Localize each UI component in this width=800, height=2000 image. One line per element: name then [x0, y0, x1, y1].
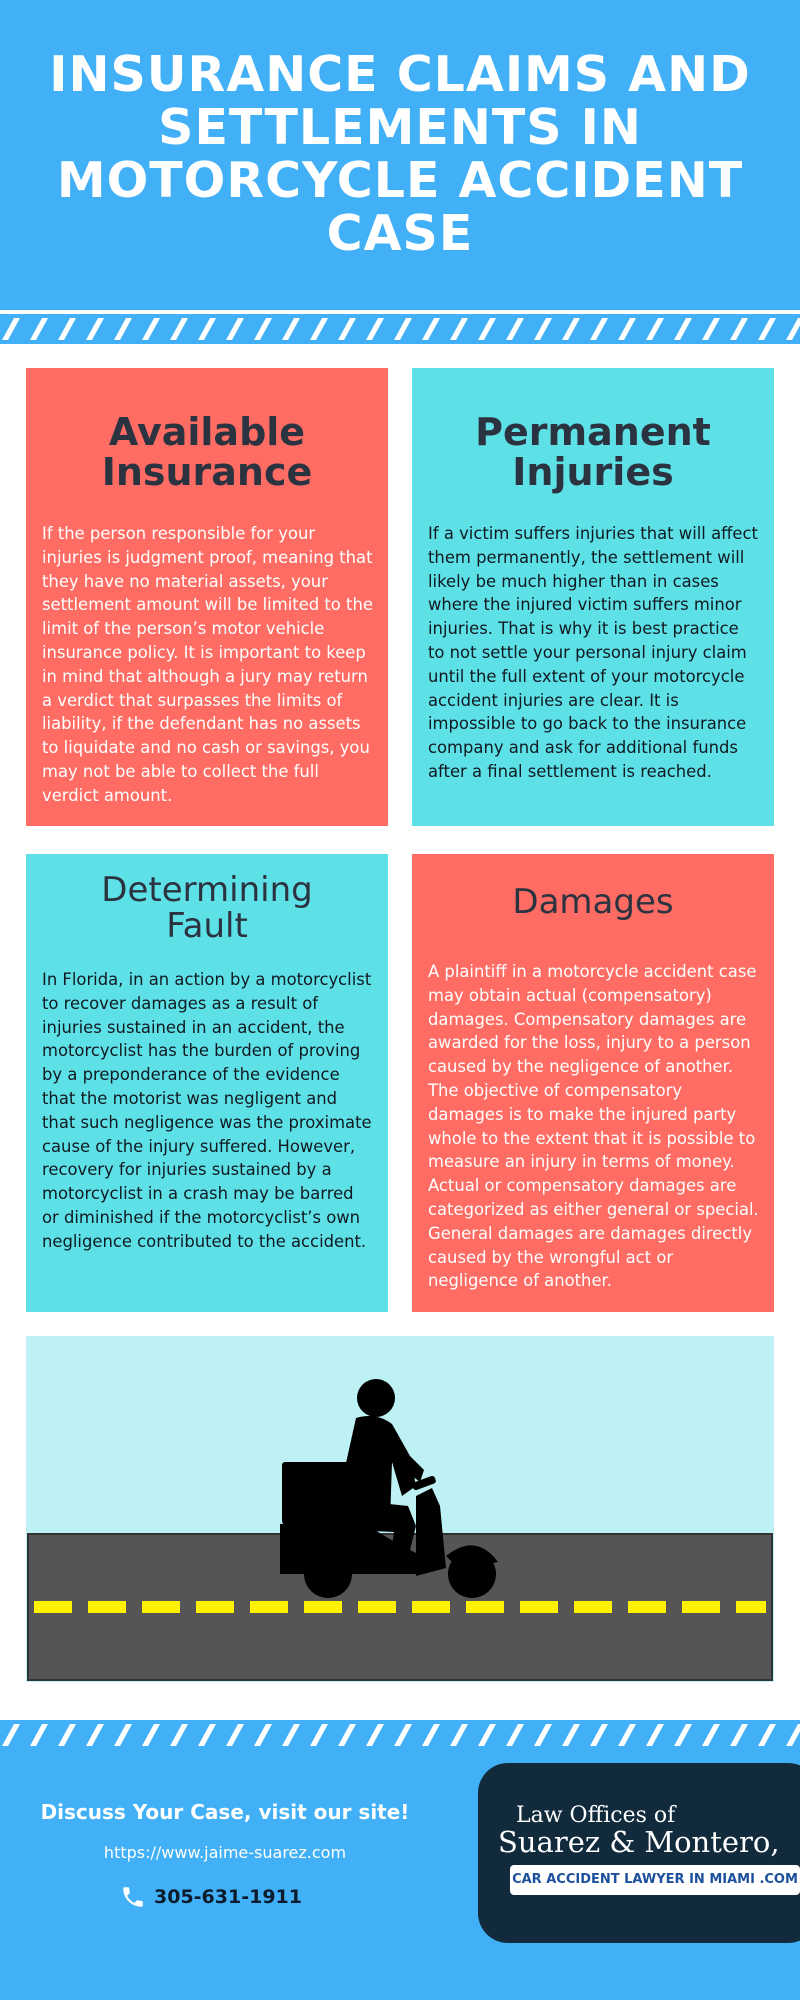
- page-title: INSURANCE CLAIMS AND SETTLEMENTS IN MOTORCYCLE ACCIDENT CASE: [49, 46, 751, 262]
- phone-number[interactable]: 305-631-1911: [154, 1886, 302, 1908]
- card-determining-fault: [26, 854, 388, 1312]
- card-body: In Florida, in an action by a motorcyclist to recover damages as a result of injuries sustained in an accident, the motorcyclist has the burden of proving by a preponderance of the evidence that the motorist was negligent and that such negligence was the proximate cause of the injury suffered. However, recovery for injuries sustained by a motorcyclist in a crash may be barred or diminished if the motorcyclist’s own negligence contributed to the accident.: [42, 970, 372, 1251]
- phone-row[interactable]: [120, 1880, 302, 1914]
- top-stripe-divider: [0, 314, 800, 344]
- website-link[interactable]: https://www.jaime-suarez.com: [103, 1843, 347, 1862]
- card-body: A plaintiff in a motorcycle accident case may obtain actual (compensatory) damages. Compensatory damages are awarded for the loss, injury to a person caused by the negligence of another. The objective of compensatory damages is to make the injured party whole to the extent that it is possible to measure an injury in terms of money. Actual or compensatory damages are categorized as either general or special. General damages are damages directly caused by the wrongful act or negligence of another.: [428, 962, 759, 1291]
- card-available-insurance: [26, 368, 388, 826]
- logo-tagline: CAR ACCIDENT LAWYER IN MIAMI .COM: [510, 1865, 800, 1895]
- card-title: Damages: [512, 882, 674, 922]
- card-title: Determining Fault: [101, 870, 313, 946]
- road-scene-svg: [26, 1336, 774, 1682]
- law-office-logo[interactable]: [478, 1763, 800, 1943]
- header-banner: [0, 0, 800, 310]
- logo-line-2: Suarez & Montero,: [498, 1825, 780, 1859]
- logo-line-1: Law Offices of: [516, 1803, 676, 1828]
- road-scene-illustration: [26, 1336, 774, 1682]
- phone-icon: [120, 1884, 146, 1910]
- bottom-stripe-divider: [0, 1720, 800, 1750]
- card-damages: [412, 854, 774, 1312]
- card-permanent-injuries: [412, 368, 774, 826]
- footer-cta: Discuss Your Case, visit our site!: [40, 1800, 410, 1824]
- card-title: Permanent Injuries: [475, 410, 711, 494]
- card-title: Available Insurance: [101, 410, 313, 494]
- card-body: If a victim suffers injuries that will affect them permanently, the settlement will likely be much higher than in cases where the injured victim suffers minor injuries. That is why it is best practice to not settle your personal injury claim until the full extent of your motorcycle accident injuries are clear. It is impossible to go back to the insurance company and ask for additional funds after a final settlement is reached.: [428, 524, 758, 781]
- card-body: If the person responsible for your injuries is judgment proof, meaning that they have no material assets, your settlement amount will be limited to the limit of the person’s motor vehicle insurance policy. It is important to keep in mind that although a jury may return a verdict that surpasses the limits of liability, if the defendant has no assets to liquidate and no cash or savings, you may not be able to collect the full verdict amount.: [42, 524, 373, 805]
